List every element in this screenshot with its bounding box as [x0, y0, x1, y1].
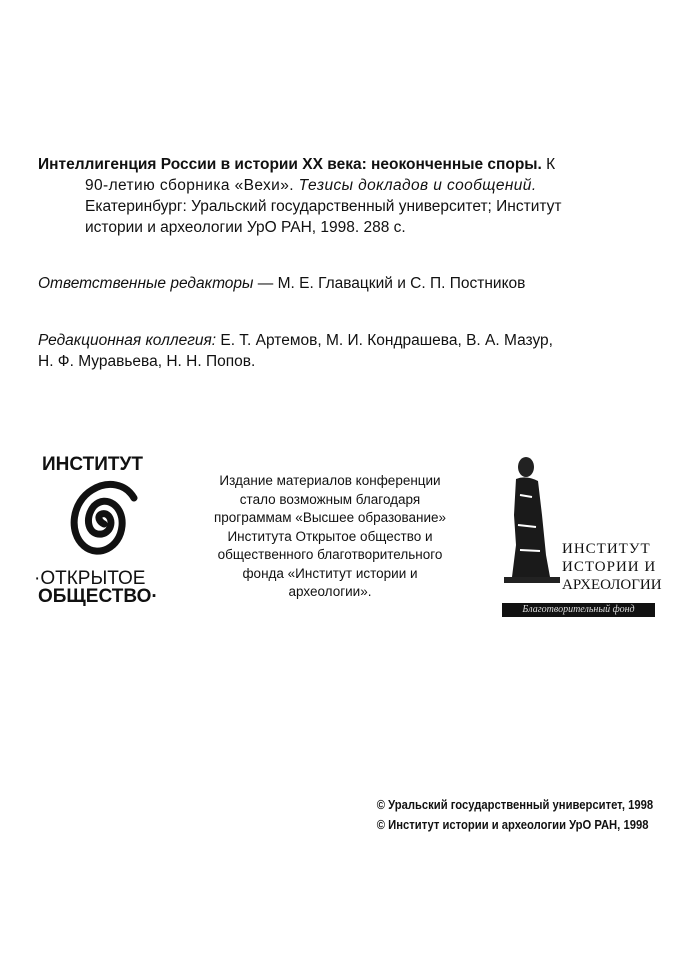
logo-text: ИНСТИТУТ [562, 541, 651, 557]
publisher: Екатеринбург: Уральский государственный университет; Институт [85, 198, 562, 215]
spiral-icon [60, 476, 140, 571]
open-society-logo [34, 452, 169, 612]
text: программам «Высшее образование» [213, 510, 447, 525]
editors-names: — М. Е. Главацкий и С. П. Постников [257, 275, 526, 292]
subtitle: Тезисы докладов и сообщений. [298, 177, 537, 194]
bibliographic-record [38, 154, 658, 238]
editors-label: Ответственные редакторы [38, 275, 254, 292]
text: 90-летию сборника «Вехи». [85, 177, 294, 194]
sponsor-note [180, 472, 480, 602]
logo-text: АРХЕОЛОГИИ [562, 577, 662, 593]
board-line: Е. Т. Артемов, М. И. Кондрашева, В. А. Мазур, [220, 332, 553, 349]
board-line: Н. Ф. Муравьева, Н. Н. Попов. [38, 353, 256, 370]
copyright-line: © Уральский государственный университет, 1998 [376, 798, 653, 812]
text: археологии». [288, 584, 372, 599]
text: общественного благотворительного [217, 547, 443, 562]
text: Института Открытое общество и [227, 528, 433, 544]
text: Издание материалов конференции [219, 473, 441, 488]
logo-banner: Благотворительный фонд [502, 603, 655, 617]
text: стало возможным благодаря [239, 491, 421, 507]
logo-text: ОБЩЕСТВО· [38, 586, 158, 607]
editors [38, 273, 525, 294]
text: К [546, 156, 556, 173]
board-label: Редакционная коллегия: [38, 332, 217, 349]
logo-text: ИНСТИТУТ [42, 454, 143, 475]
logo-text: ·ОТКРЫТОЕ [34, 568, 146, 589]
statue-icon [502, 455, 562, 585]
copyright-line: © Институт истории и археологии УрО РАН, 1998 [376, 818, 649, 832]
logo-text: ИСТОРИИ И [562, 559, 657, 575]
book-title: Интеллигенция России в истории XX века: неоконченные споры. [38, 156, 542, 173]
copyright [377, 795, 653, 835]
text: фонда «Институт истории и [242, 565, 418, 581]
publisher-cont: истории и археологии УрО РАН, 1998. 288 с. [85, 219, 406, 236]
editorial-board [38, 330, 553, 372]
history-archaeology-logo [500, 455, 660, 620]
